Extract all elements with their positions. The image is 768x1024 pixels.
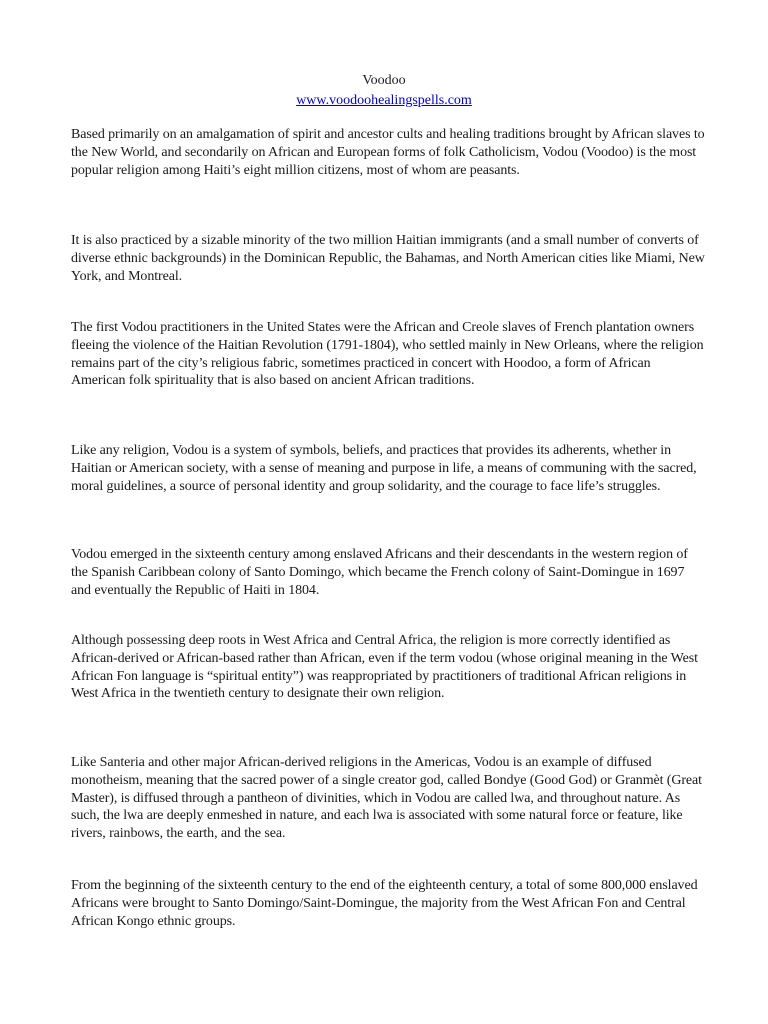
paragraph-6: Although possessing deep roots in West Africa and Central Africa, the religion is more correctly identified as African-derived or African-based rather than African, even if the term vodou (whose original meaning in the West African Fon language is “spiritual entity”) was reappropriated by practitioners of traditional African religions in West Africa in the twentieth century to designate their own religion.	[71, 633, 698, 702]
paragraph-8: From the beginning of the sixteenth century to the end of the eighteenth century, a total of some 800,000 enslaved Africans were brought to Santo Domingo/Saint-Domingue, the majority from the West African Fon and Central African Kongo ethnic groups.	[71, 878, 698, 929]
website-link[interactable]: www.voodoohealingspells.com	[296, 93, 472, 108]
document-title: Voodoo	[362, 73, 406, 88]
paragraph-7: Like Santeria and other major African-derived religions in the Americas, Vodou is an example of diffused monotheism, meaning that the sacred power of a single creator god, called Bondye (Good God) or Granmèt (Great Master), is diffused through a pantheon of divinities, which in Vodou are called lwa, and throughout nature. As such, the lwa are deeply enmeshed in nature, and each lwa is associated with some natural force or feature, like rivers, rainbows, the earth, and the sea.	[71, 755, 702, 842]
paragraph-1: Based primarily on an amalgamation of spirit and ancestor cults and healing traditions brought by African slaves to the New World, and secondarily on African and European forms of folk Catholicism, Vodou (Voodoo) is the most popular religion among Haiti’s eight million citizens, most of whom are peasants.	[71, 127, 705, 178]
paragraph-3: The first Vodou practitioners in the United States were the African and Creole slaves of French plantation owners fleeing the violence of the Haitian Revolution (1791-1804), who settled mainly in New Orleans, where the religion remains part of the city’s religious fabric, sometimes practiced in concert with Hoodoo, a form of African American folk spirituality that is also based on ancient African traditions.	[71, 320, 704, 389]
website-link-line	[0, 92, 768, 109]
paragraph-2: It is also practiced by a sizable minority of the two million Haitian immigrants (and a small number of converts of diverse ethnic backgrounds) in the Dominican Republic, the Bahamas, and North American cities like Miami, New York, and Montreal.	[71, 233, 705, 284]
paragraph-5: Vodou emerged in the sixteenth century among enslaved Africans and their descendants in the western region of the Spanish Caribbean colony of Santo Domingo, which became the French colony of Saint-Domingue in 1697 and eventually the Republic of Haiti in 1804.	[71, 547, 688, 598]
paragraph-4: Like any religion, Vodou is a system of symbols, beliefs, and practices that provides its adherents, whether in Haitian or American society, with a sense of meaning and purpose in life, a means of communing with the sacred, moral guidelines, a source of personal identity and group solidarity, and the courage to face life’s struggles.	[71, 443, 697, 494]
